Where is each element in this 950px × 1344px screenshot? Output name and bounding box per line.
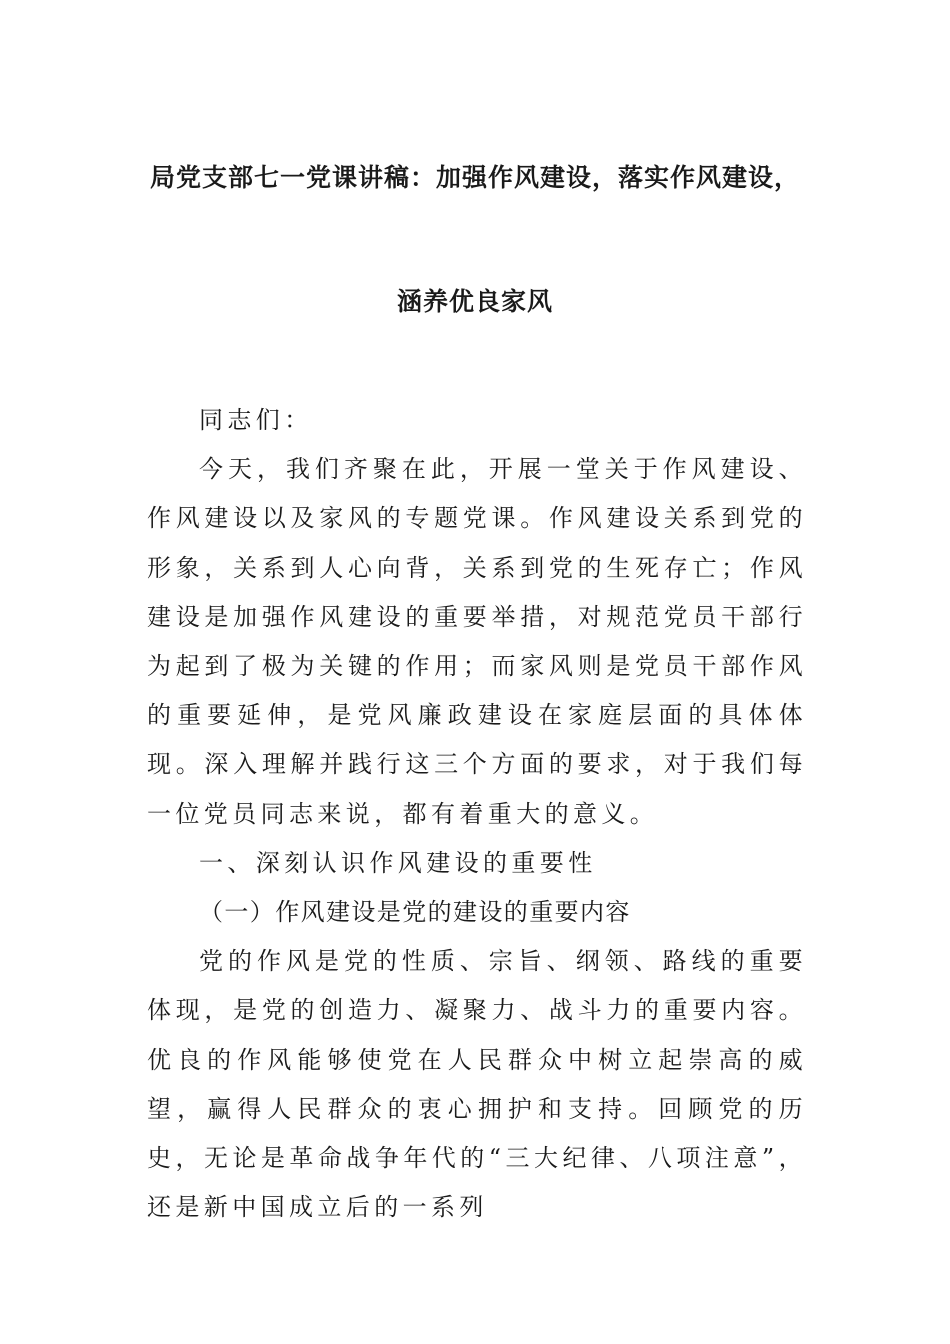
body-paragraph: 党的作风是党的性质、宗旨、纲领、路线的重要体现，是党的创造力、凝聚力、战斗力的重要内容。优良的作风能够使党在人民群众中树立起崇高的威望，赢得人民群众的衷心拥护和支持。回顾党的历史，无论是革命战争年代的“三大纪律、八项注意”，还是新中国成立后的一系列: [147, 947, 807, 1222]
body-paragraph: 今天，我们齐聚在此，开展一堂关于作风建设、作风建设以及家风的专题党课。作风建设关系到党的形象，关系到人心向背，关系到党的生死存亡；作风建设是加强作风建设的重要举措，对规范党员干部行为起到了极为关键的作用；而家风则是党员干部作风的重要延伸，是党风廉政建设在家庭层面的具体体现。深入理解并践行这三个方面的要求，对于我们每一位党员同志来说，都有着重大的意义。: [147, 455, 807, 828]
salutation: 同志们：: [199, 406, 313, 434]
subsection-heading: （一）作风建设是党的建设的重要内容: [199, 898, 631, 927]
document-body: [147, 396, 807, 1232]
document-title-line-2: 涵养优良家风: [396, 287, 553, 316]
section-heading: 一、深刻认识作风建设的重要性: [199, 848, 597, 877]
document-title-line-1: 局党支部七一党课讲稿：加强作风建设，落实作风建设，: [149, 163, 800, 192]
